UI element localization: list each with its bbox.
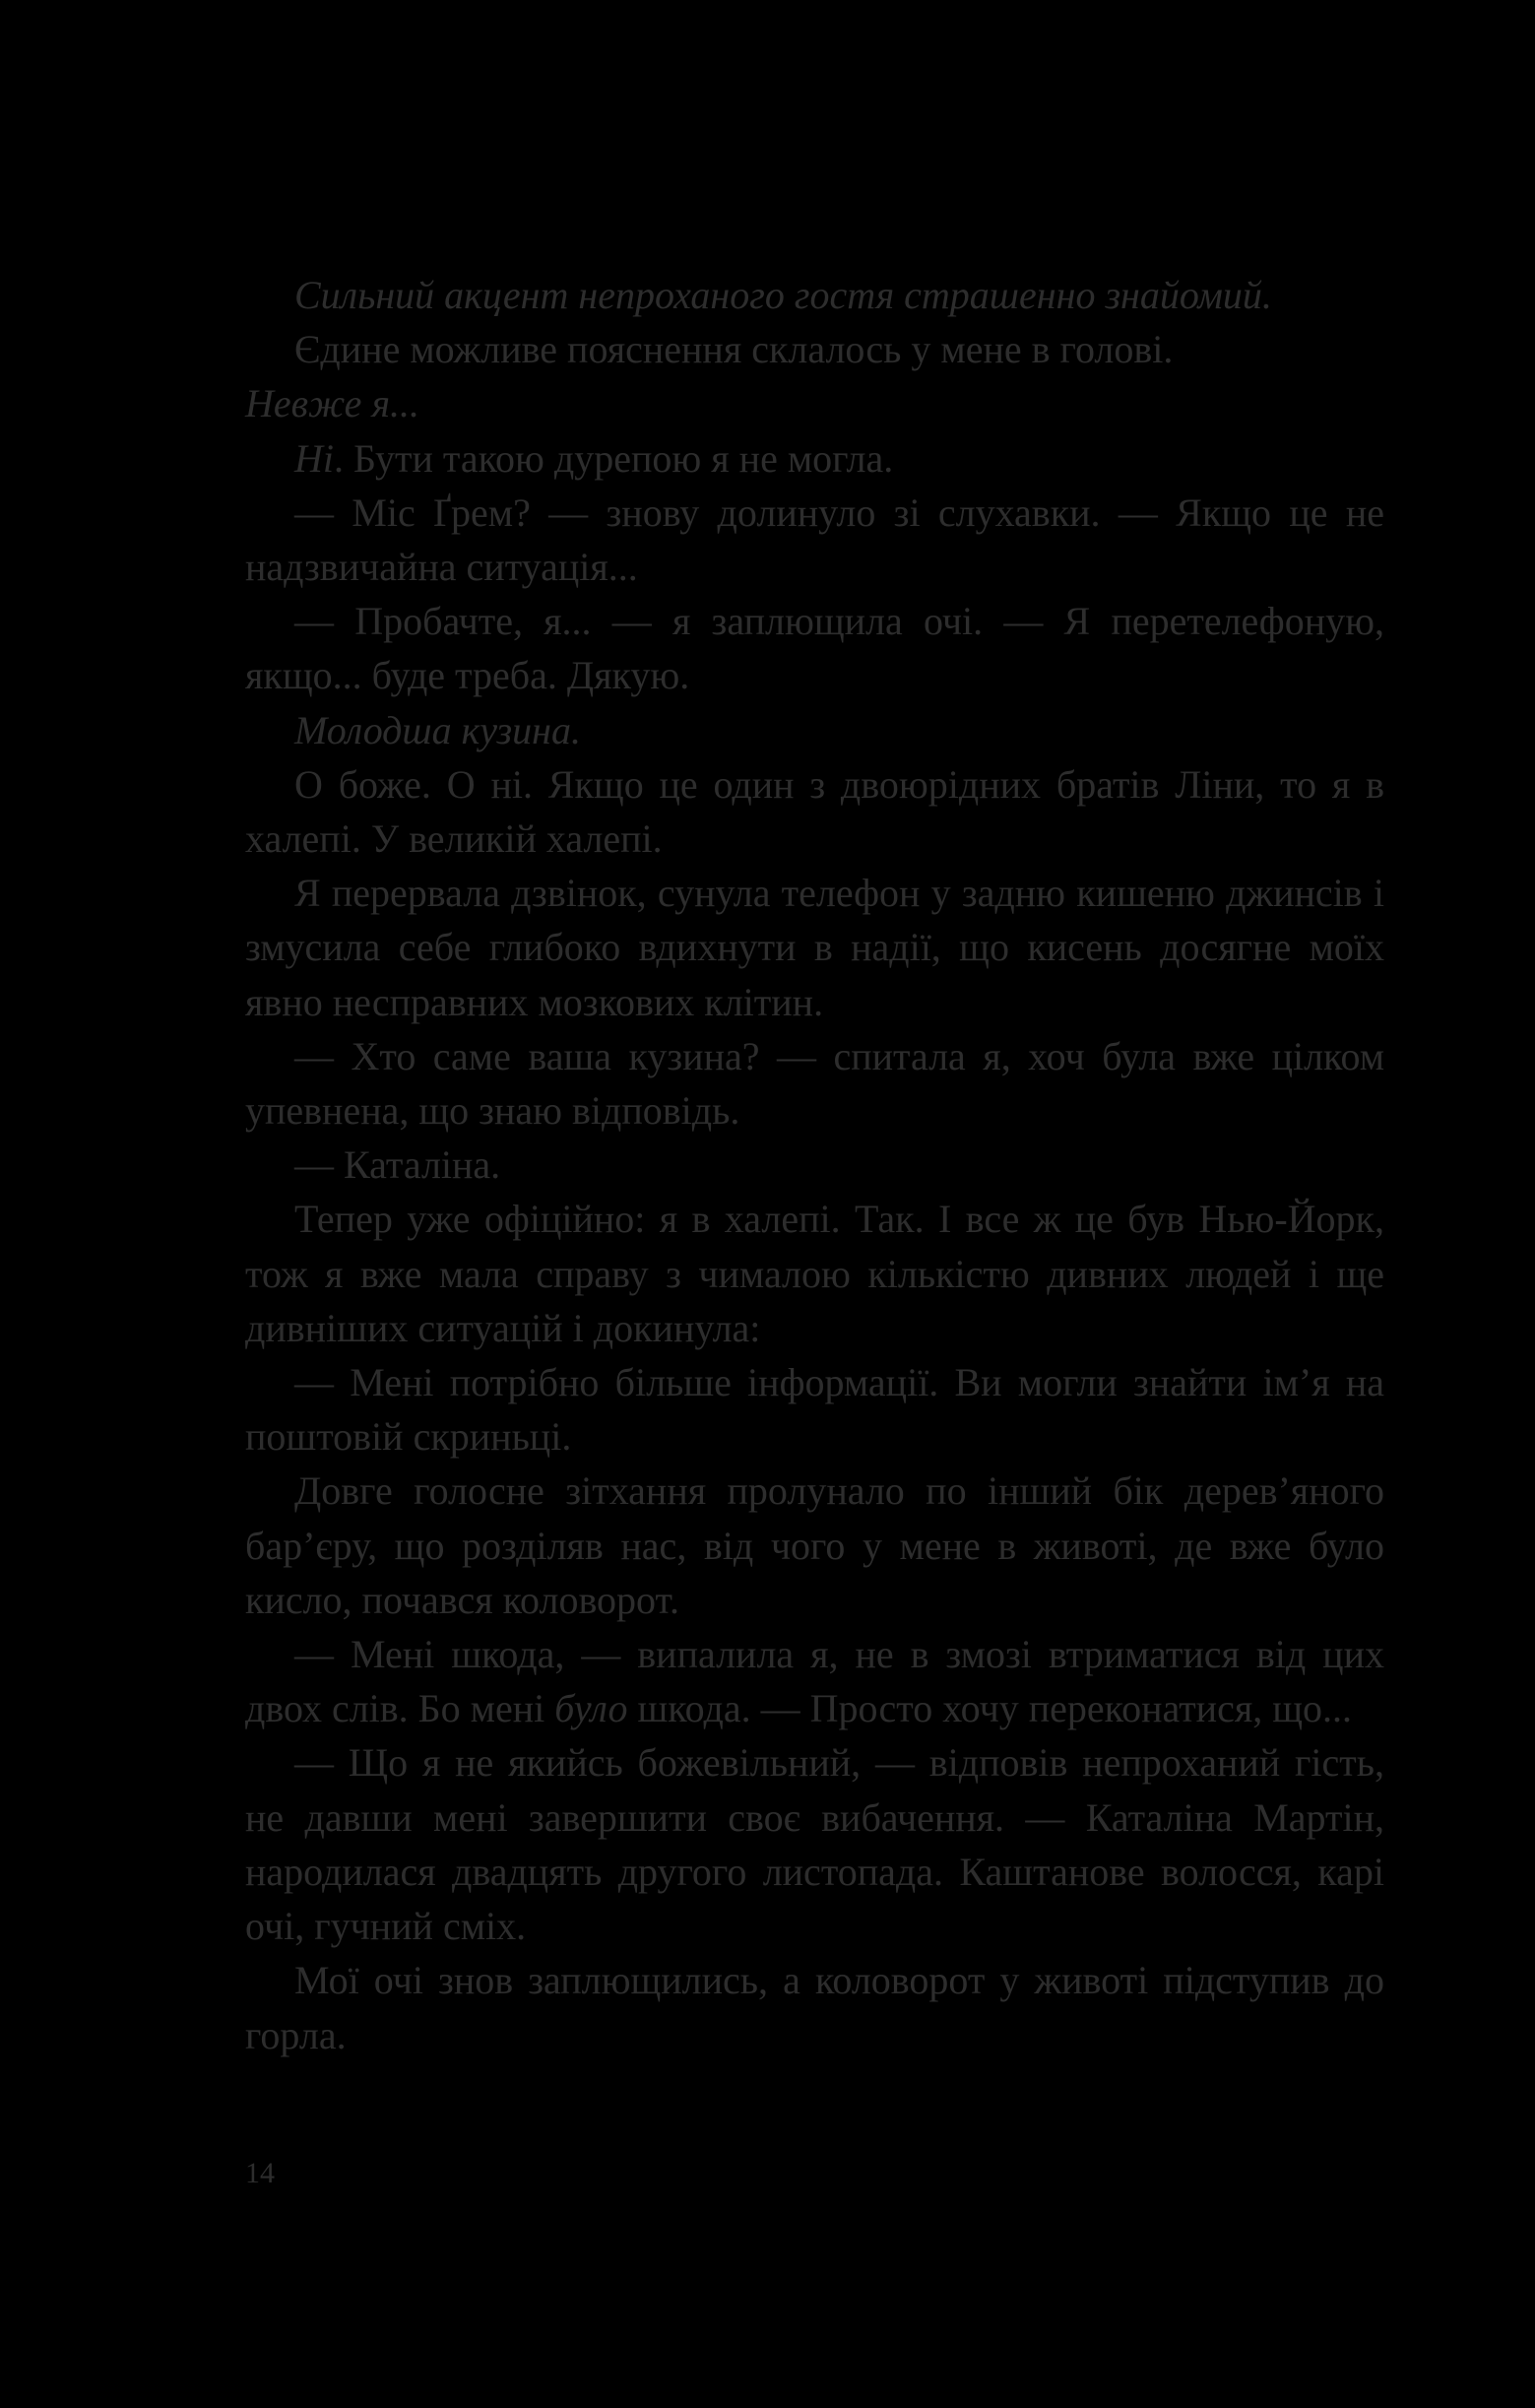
paragraph — [245, 431, 1384, 486]
page-number: 14 — [245, 2157, 275, 2189]
paragraph: О боже. О ні. Якщо це один з двоюрідних братів Ліни, то я в халепі. У великій халепі. — [245, 761, 1384, 862]
paragraph: Довге голосне зітхання пролунало по інший бік дерев’яного бар’єру, що розділяв нас, від чого у мене в животі, де вже було кисло, почався коловорот. — [245, 1468, 1384, 1622]
paragraph: Сильний акцент непроханого гостя страшенно знайомий. — [294, 273, 1272, 317]
paragraph-text: — Мені шкода, — випалила я, не в змозі втриматися від цих двох слів. Бо мені — [245, 1632, 1384, 1731]
paragraph: — Хто саме ваша кузина? — спитала я, хоч була вже цілком упевнена, що знаю відповідь. — [245, 1033, 1384, 1134]
paragraph: — Міс Ґрем? — знову долинуло зі слухавки. — Якщо це не надзвичайна ситуація... — [245, 489, 1384, 590]
paragraph-text: шкода. — Просто хочу переконатися, що... — [627, 1686, 1353, 1731]
paragraph: Тепер уже офіційно: я в халепі. Так. І все ж це був Нью-Йорк, тож я вже мала справу з чималою кількістю дивних людей і ще дивніших ситуацій і докинула: — [245, 1197, 1384, 1350]
paragraph: — Каталіна. — [294, 1142, 501, 1188]
paragraph: — Що я не якийсь божевільний, — відповів непроханий гість, не давши мені завершити своє вибачення. — Каталіна Мартін, народилася двадцять другого листопада. Каштанове волосся, карі очі, гучний сміх. — [245, 1740, 1384, 1949]
paragraph: Єдине можливе пояснення склалось у мене в голові. — [294, 327, 1174, 372]
paragraph: — Пробачте, я... — я заплющила очі. — Я перетелефоную, якщо... буде треба. Дякую. — [245, 599, 1384, 698]
paragraph: Мої очі знов заплющились, а коловорот у животі підступив до горла. — [245, 1958, 1384, 2057]
paragraph-text: . Бути такою дурепою я не могла. — [334, 435, 894, 481]
paragraph — [245, 1627, 1384, 1735]
paragraph: Молодша кузина. — [294, 707, 581, 752]
paragraph: Я перервала дзвінок, сунула телефон у задню кишеню джинсів і змусила себе глибоко вдихнути в надії, що кисень досягне моїх явно несправних мозкових клітин. — [245, 871, 1384, 1024]
italic-word: Ні — [294, 435, 334, 481]
italic-word: було — [554, 1686, 628, 1731]
paragraph: Невже я... — [245, 381, 420, 426]
body-text — [245, 268, 1384, 2062]
paragraph: — Мені потрібно більше інформації. Ви могли знайти ім’я на поштовій скриньці. — [245, 1360, 1384, 1460]
